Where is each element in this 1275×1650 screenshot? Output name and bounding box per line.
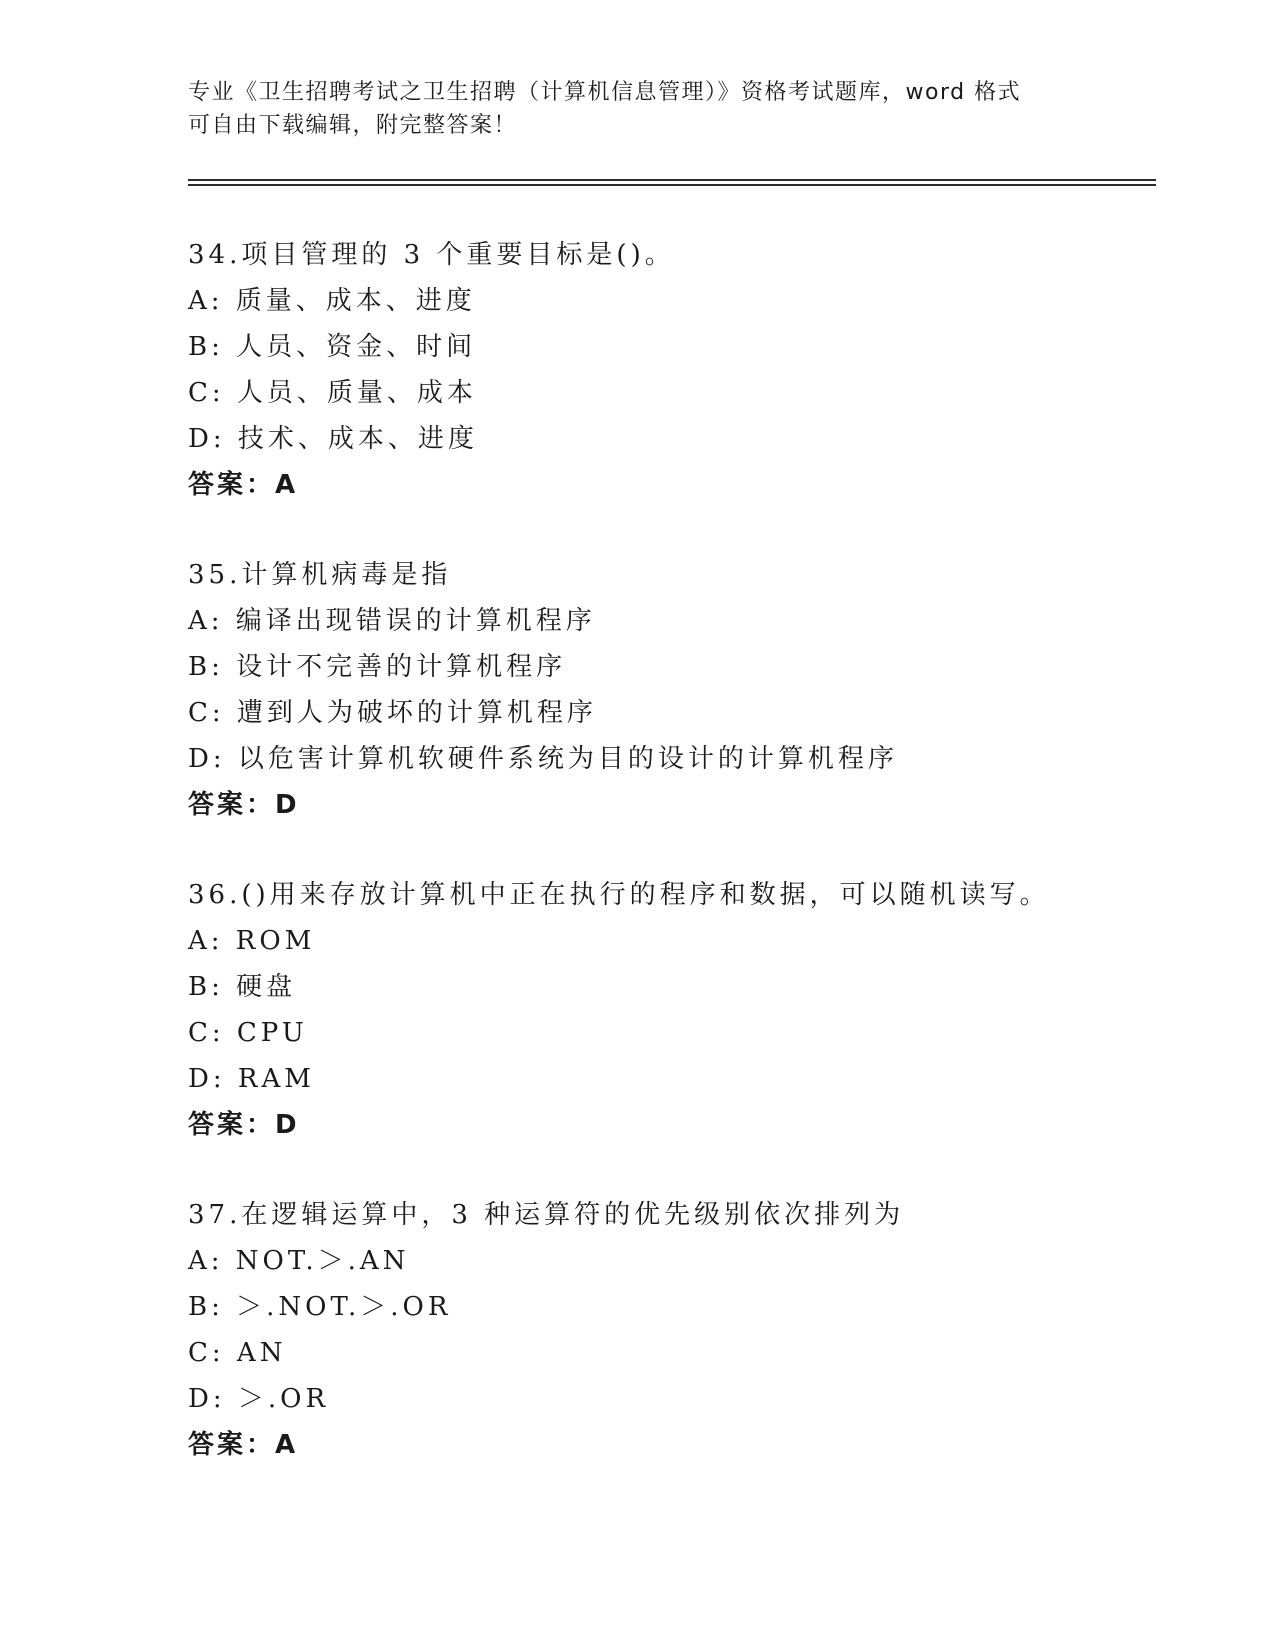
option-d: D: 以危害计算机软硬件系统为目的设计的计算机程序 xyxy=(188,744,898,774)
option-b: B: 硬盘 xyxy=(188,972,297,1002)
option-b: B: 人员、资金、时间 xyxy=(188,332,477,362)
answer-line: 答案：D xyxy=(188,790,300,820)
option-c: C: AN xyxy=(188,1338,287,1368)
header-line-2: 可自由下载编辑，附完整答案！ xyxy=(188,113,518,138)
option-a: A: 编译出现错误的计算机程序 xyxy=(188,606,596,636)
question-stem: 34.项目管理的 3 个重要目标是()。 xyxy=(188,240,675,270)
question-list xyxy=(188,232,1168,1512)
question-stem: 36.()用来存放计算机中正在执行的程序和数据，可以随机读写。 xyxy=(188,880,1050,910)
option-a: A: 质量、成本、进度 xyxy=(188,286,476,316)
answer-line: 答案：A xyxy=(188,1430,299,1460)
header-divider-top xyxy=(188,179,1156,181)
answer-line: 答案：D xyxy=(188,1110,300,1140)
document-header xyxy=(188,76,1088,142)
option-b: B: ＞.NOT.＞.OR xyxy=(188,1292,452,1322)
header-divider-bottom xyxy=(188,184,1156,186)
answer-line: 答案：A xyxy=(188,470,299,500)
option-c: C: CPU xyxy=(188,1018,308,1048)
question-stem: 35.计算机病毒是指 xyxy=(188,560,452,590)
option-d: D: RAM xyxy=(188,1064,315,1094)
option-c: C: 遭到人为破坏的计算机程序 xyxy=(188,698,597,728)
question-36 xyxy=(188,872,1168,1148)
header-line-1: 专业《卫生招聘考试之卫生招聘（计算机信息管理）》资格考试题库，word 格式 xyxy=(188,80,1022,105)
option-d: D: 技术、成本、进度 xyxy=(188,424,478,454)
option-b: B: 设计不完善的计算机程序 xyxy=(188,652,567,682)
question-35 xyxy=(188,552,1168,828)
question-37 xyxy=(188,1192,1168,1468)
option-c: C: 人员、质量、成本 xyxy=(188,378,477,408)
option-d: D: ＞.OR xyxy=(188,1384,330,1414)
option-a: A: NOT.＞.AN xyxy=(188,1246,410,1276)
question-stem: 37.在逻辑运算中，3 种运算符的优先级别依次排列为 xyxy=(188,1200,905,1230)
question-34 xyxy=(188,232,1168,508)
option-a: A: ROM xyxy=(188,926,316,956)
